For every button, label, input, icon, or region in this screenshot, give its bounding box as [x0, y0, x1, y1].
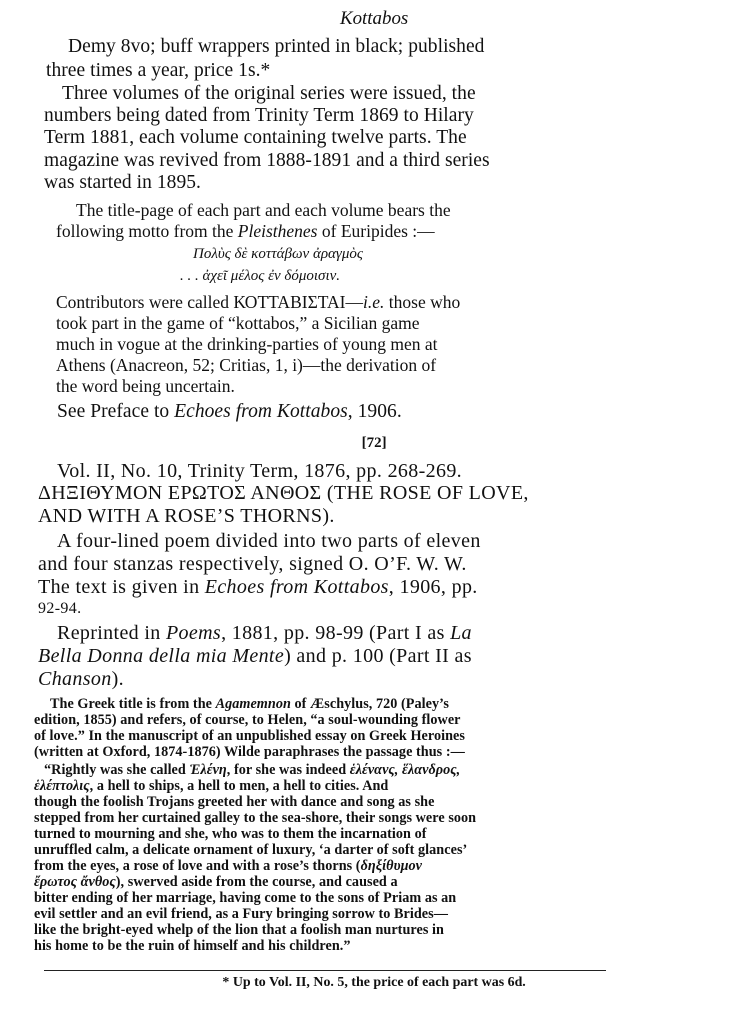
- italic-text: Echoes from Kottabos: [174, 401, 348, 422]
- text-line: following motto from the Pleisthenes of Euripides :—: [56, 221, 435, 241]
- italic-text: ἑλένανς, ἕλανδρος,: [349, 762, 461, 778]
- text-line: 92-94.: [38, 600, 82, 617]
- text-line: Athens (Anacreon, 52; Critias, 1, i)—the derivation of: [56, 355, 437, 375]
- text-line: Chanson).: [38, 668, 124, 690]
- running-title: Kottabos: [339, 8, 409, 29]
- text-line: and four stanzas respectively, signed O. O’F. W. W.: [38, 553, 467, 575]
- footnote: * Up to Vol. II, No. 5, the price of each part was 6d.: [222, 975, 526, 990]
- text-line: Term 1881, each volume containing twelve parts. The: [44, 127, 467, 148]
- note-line: turned to mourning and she, who was to them the incarnation of: [34, 826, 427, 842]
- note-line: evil settler and an evil friend, as a Fury bringing sorrow to Brides—: [34, 906, 448, 922]
- text-line: Bella Donna della mia Mente) and p. 100 (Part II as: [38, 645, 472, 667]
- text-line: magazine was revived from 1888-1891 and a third series: [44, 150, 490, 171]
- italic-text: Chanson: [38, 668, 112, 690]
- note-line: ἔρωτος ἄνθος), swerved aside from the course, and caused a: [34, 874, 398, 890]
- page-number: [72]: [361, 435, 387, 451]
- note-line: unruffled calm, a delicate ornament of luxury, ‘a darter of soft glances’: [34, 842, 468, 858]
- italic-text: Poems: [165, 622, 222, 644]
- text-line: numbers being dated from Trinity Term 1869 to Hilary: [44, 105, 474, 126]
- note-line: “Rightly was she called Ἑλένη, for she was indeed ἑλένανς, ἕλανδρος,: [44, 762, 461, 778]
- text-line: Three volumes of the original series were issued, the: [62, 83, 476, 104]
- italic-text: ἔρωτος ἄνθος: [34, 874, 116, 890]
- italic-text: Agamemnon: [215, 696, 291, 712]
- text-line: The title-page of each part and each volume bears the: [76, 200, 451, 220]
- note-line: bitter ending of her marriage, having come to the sons of Priam as an: [34, 890, 457, 906]
- text-line: much in vogue at the drinking-parties of young men at: [56, 334, 438, 354]
- italic-text: La: [450, 622, 472, 644]
- note-line: like the bright-eyed whelp of the lion that a foolish man nurtures in: [34, 922, 444, 938]
- text-line: took part in the game of “kottabos,” a Sicilian game: [56, 313, 420, 333]
- note-line: edition, 1855) and refers, of course, to Helen, “a soul-wounding flower: [34, 712, 461, 728]
- text-line: Vol. II, No. 10, Trinity Term, 1876, pp. 268-269.: [57, 460, 463, 482]
- footnote-rule: [44, 970, 606, 971]
- italic-text: Ἑλένη: [189, 762, 227, 778]
- italic-text: ἑλέπτολις: [34, 778, 90, 794]
- italic-text: Pleisthenes: [237, 221, 318, 241]
- note-line: his home to be the ruin of himself and his children.”: [34, 938, 351, 954]
- text-line: Contributors were called ΚΟΤΤΑΒΙΣΤΑΙ—i.e. those who: [56, 292, 461, 312]
- note-line: The Greek title is from the Agamemnon of Æschylus, 720 (Paley’s: [50, 696, 449, 712]
- text-line: Demy 8vo; buff wrappers printed in black; published: [68, 36, 485, 57]
- note-line: (written at Oxford, 1874-1876) Wilde paraphrases the passage thus :—: [34, 744, 465, 760]
- text-line: three times a year, price 1s.*: [46, 60, 271, 81]
- text-line: ΔΗΞΙΘΥΜΟΝ ΕΡΩΤΟΣ ΑΝΘΟΣ (THE ROSE OF LOVE,: [38, 482, 529, 504]
- text-line: was started in 1895.: [44, 172, 201, 193]
- note-line: ἑλέπτολις, a hell to ships, a hell to men, a hell to cities. And: [34, 778, 389, 794]
- note-line: of love.” In the manuscript of an unpublished essay on Greek Heroines: [34, 728, 465, 744]
- italic-text: Bella Donna della mia Mente: [38, 645, 285, 667]
- note-line: though the foolish Trojans greeted her with dance and song as she: [34, 794, 435, 810]
- text-line: Reprinted in Poems, 1881, pp. 98-99 (Part I as La: [57, 622, 472, 644]
- text-line: AND WITH A ROSE’S THORNS).: [38, 505, 335, 527]
- text-line: A four-lined poem divided into two parts of eleven: [57, 530, 481, 552]
- italic-text: i.e.: [363, 292, 385, 312]
- greek-quote-line: Πολὺς δὲ κοττάβων ἀραγμὸς: [193, 246, 363, 262]
- text-line: The text is given in Echoes from Kottabos, 1906, pp.: [38, 576, 478, 598]
- note-line: stepped from her curtained galley to the sea-shore, their songs were soon: [34, 810, 477, 826]
- greek-quote-line: . . . ἀχεῖ μέλος ἐν δόμοισιν.: [180, 268, 341, 284]
- italic-text: Echoes from Kottabos: [204, 576, 389, 598]
- text-line: the word being uncertain.: [56, 376, 235, 396]
- note-line: from the eyes, a rose of love and with a rose’s thorns (δηξίθυμον: [34, 858, 423, 874]
- text-line: See Preface to Echoes from Kottabos, 1906.: [57, 401, 402, 422]
- italic-text: δηξίθυμον: [360, 858, 423, 874]
